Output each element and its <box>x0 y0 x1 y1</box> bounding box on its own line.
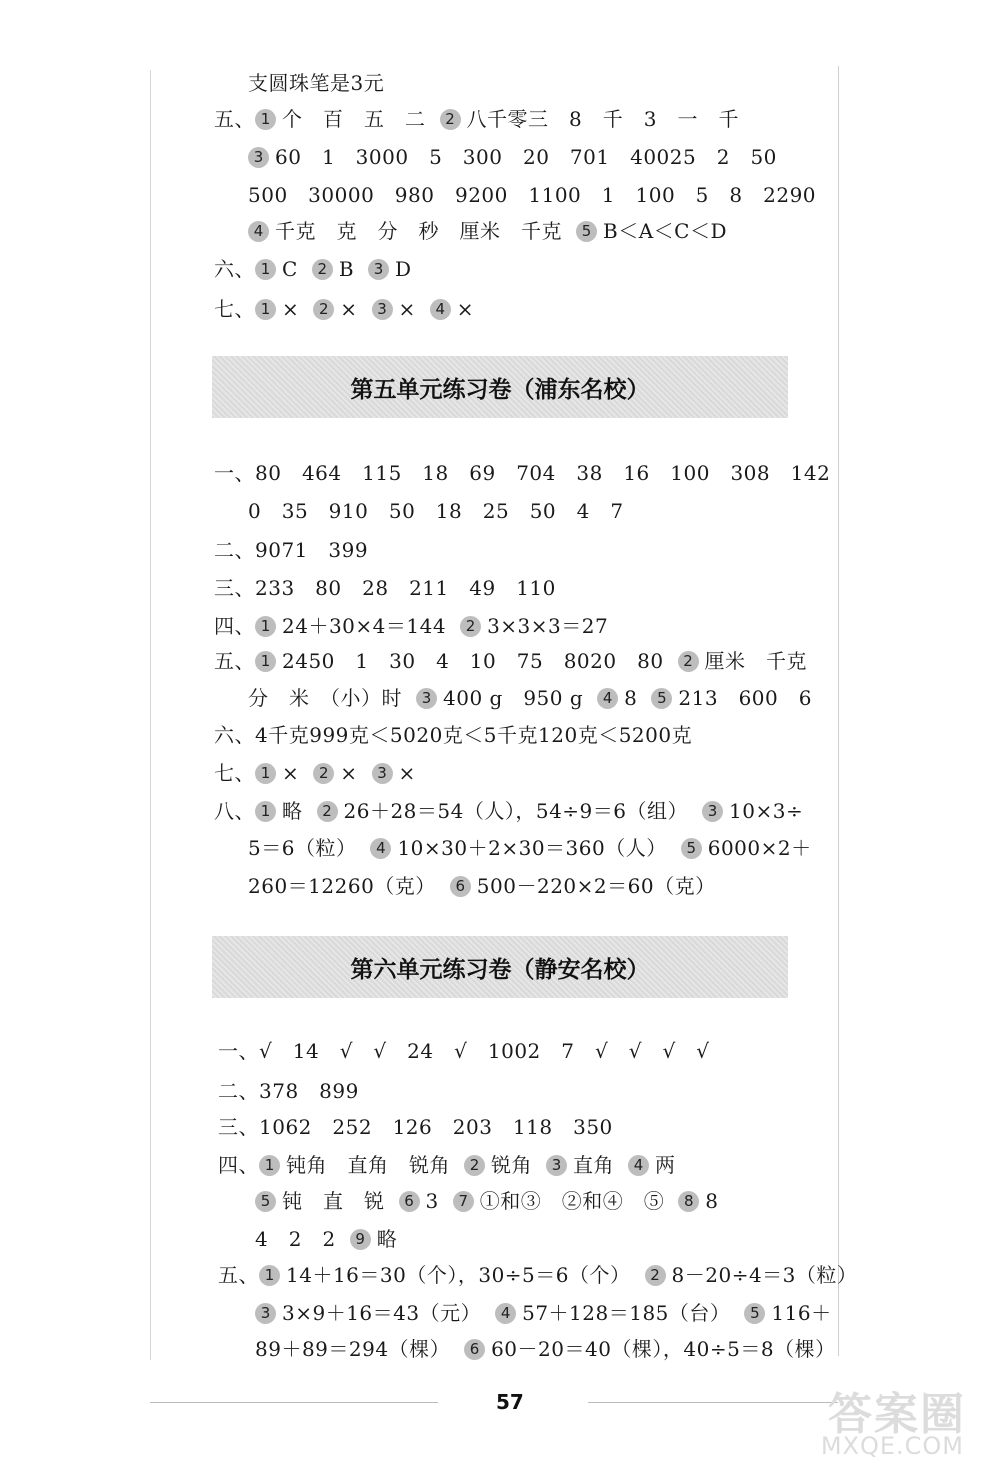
answer-text: B <box>338 257 355 281</box>
question-number: 六、 <box>214 257 255 281</box>
answer-segment <box>255 257 298 281</box>
question-number: 八、 <box>214 799 255 823</box>
answer-segment <box>681 836 812 860</box>
answer-text: 14＋16＝30（个），30÷5＝6（个） <box>286 1263 631 1287</box>
answer-line <box>214 796 817 826</box>
answer-segment <box>576 219 727 243</box>
sub-question-badge: 1 <box>255 109 276 130</box>
answer-text: 八千零三 8 千 3 一 千 <box>466 107 739 131</box>
answer-text: × <box>282 761 300 785</box>
answer-line <box>248 496 638 526</box>
answer-segment <box>255 538 368 562</box>
answer-text: 500－220×2＝60（克） <box>476 874 716 898</box>
answer-segment <box>255 461 830 485</box>
answer-segment <box>464 1337 836 1361</box>
answer-line <box>248 833 826 863</box>
sub-question-badge: 1 <box>255 299 276 320</box>
sub-question-badge: 4 <box>370 838 391 859</box>
sub-question-badge: 4 <box>597 688 618 709</box>
sub-question-badge: 8 <box>678 1191 699 1212</box>
answer-segment <box>312 257 354 281</box>
answer-segment <box>370 836 666 860</box>
answer-segment <box>313 761 357 785</box>
answer-segment <box>678 649 808 673</box>
sub-question-badge: 5 <box>651 688 672 709</box>
answer-segment <box>248 219 562 243</box>
answer-text: 26＋28＝54（人），54÷9＝6（组） <box>343 799 689 823</box>
question-number: 一、 <box>218 1039 259 1063</box>
answer-text: 260＝12260（克） <box>248 874 436 898</box>
right-margin-line <box>838 66 839 1356</box>
answer-text: 4 2 2 <box>255 1227 336 1251</box>
answer-line <box>248 142 791 172</box>
sub-question-badge: 6 <box>464 1339 485 1360</box>
answer-text: 3×3×3＝27 <box>487 614 609 638</box>
sub-question-badge: 7 <box>453 1191 474 1212</box>
sub-question-badge: 2 <box>440 109 461 130</box>
sub-question-badge: 1 <box>255 801 276 822</box>
answer-line <box>214 646 821 676</box>
answer-text: 233 80 28 211 49 110 <box>255 576 556 600</box>
answer-line <box>214 720 706 750</box>
unit5-banner <box>212 356 788 418</box>
answer-text: 0 35 910 50 18 25 50 4 7 <box>248 499 624 523</box>
answer-segment <box>597 686 637 710</box>
sub-question-badge: 2 <box>317 801 338 822</box>
question-number: 一、 <box>214 461 255 485</box>
answer-text: 略 <box>282 799 303 823</box>
answer-text: 8－20÷4＝3（粒） <box>671 1263 858 1287</box>
sub-question-badge: 2 <box>460 616 481 637</box>
answer-segment <box>255 614 446 638</box>
sub-question-badge: 4 <box>430 299 451 320</box>
answer-text: 分 米 （小）时 <box>248 686 402 710</box>
answer-segment <box>248 183 816 207</box>
answer-segment <box>628 1153 676 1177</box>
answer-text: 钝 直 锐 <box>282 1189 385 1213</box>
answer-line <box>248 683 826 713</box>
answer-text: D <box>395 257 412 281</box>
unit5-title: 第五单元练习卷（浦东名校） <box>350 376 650 403</box>
answer-line <box>248 180 830 210</box>
answer-text: 500 30000 980 9200 1100 1 100 5 8 2290 <box>248 183 817 207</box>
sub-question-badge: 2 <box>678 651 699 672</box>
answer-text: × <box>398 297 416 321</box>
answer-text: 60 1 3000 5 300 20 701 40025 2 50 <box>275 145 777 169</box>
answer-segment <box>248 499 624 523</box>
answer-text: 2450 1 30 4 10 75 8020 80 <box>282 649 664 673</box>
question-number: 四、 <box>218 1153 259 1177</box>
answer-text: 10×3÷ <box>729 799 804 823</box>
answer-line <box>218 1150 690 1180</box>
answer-text: × <box>282 297 300 321</box>
answer-segment <box>368 257 412 281</box>
answer-line <box>255 1298 846 1328</box>
answer-segment <box>255 576 556 600</box>
sub-question-badge: 2 <box>645 1265 666 1286</box>
answer-text: 略 <box>376 1227 398 1251</box>
answer-segment <box>440 107 739 131</box>
answer-text: 9071 399 <box>255 538 369 562</box>
watermark-logo: 答案圈 <box>828 1389 966 1440</box>
sub-question-badge: 9 <box>350 1229 371 1250</box>
answer-text: 钝角 直角 锐角 <box>286 1153 450 1177</box>
answer-text: 4千克999克＜5020克＜5千克120克＜5200克 <box>255 723 693 747</box>
answer-segment <box>317 799 689 823</box>
answer-line <box>218 1036 723 1066</box>
question-number: 三、 <box>218 1115 259 1139</box>
answer-segment <box>430 297 474 321</box>
answer-line <box>214 758 430 788</box>
answer-text: 213 600 6 <box>678 686 812 710</box>
answer-line <box>255 1186 732 1216</box>
answer-text: 3×9＋16＝43（元） <box>282 1301 482 1325</box>
answer-text: 厘米 千克 <box>704 649 808 673</box>
continuation-label: 支圆珠笔是3元 <box>248 71 385 95</box>
left-margin-line <box>150 70 151 1360</box>
question-number: 二、 <box>214 538 255 562</box>
sub-question-badge: 1 <box>255 259 276 280</box>
answer-segment <box>678 1189 718 1213</box>
answer-segment <box>248 874 436 898</box>
sub-question-badge: 4 <box>495 1303 516 1324</box>
answer-segment <box>464 1153 532 1177</box>
unit6-banner <box>212 936 788 998</box>
sub-question-badge: 1 <box>255 616 276 637</box>
question-number: 五、 <box>214 107 255 131</box>
answer-segment <box>416 686 583 710</box>
answer-line <box>214 611 622 641</box>
answer-text: 5＝6（粒） <box>248 836 357 860</box>
sub-question-badge: 3 <box>702 801 723 822</box>
answer-segment <box>372 761 416 785</box>
sub-question-badge: 3 <box>255 1303 276 1324</box>
answer-segment <box>248 836 356 860</box>
answer-segment <box>255 1227 336 1251</box>
sub-question-badge: 4 <box>628 1155 649 1176</box>
answer-segment <box>460 614 608 638</box>
answer-line <box>255 1334 850 1364</box>
answer-text: √ 14 √ √ 24 √ 1002 7 √ √ √ √ <box>259 1039 710 1063</box>
answer-segment <box>255 649 664 673</box>
sub-question-badge: 6 <box>399 1191 420 1212</box>
answer-segment <box>259 1039 709 1063</box>
answer-line <box>218 1112 627 1142</box>
sub-question-badge: 4 <box>248 221 269 242</box>
answer-text: × <box>456 297 475 321</box>
answer-text: 10×30＋2×30＝360（人） <box>397 836 667 860</box>
question-number: 七、 <box>214 761 255 785</box>
sub-question-badge: 3 <box>372 763 393 784</box>
sub-question-badge: 5 <box>681 838 702 859</box>
answer-text: 378 899 <box>259 1079 359 1103</box>
footer-rule-right <box>588 1402 838 1403</box>
sub-question-badge: 3 <box>546 1155 567 1176</box>
answer-text: × <box>398 761 416 785</box>
answer-segment <box>546 1153 614 1177</box>
answer-line <box>214 294 488 324</box>
answer-segment <box>255 1337 450 1361</box>
sub-question-badge: 3 <box>372 299 393 320</box>
answer-text: 116＋ <box>771 1301 832 1325</box>
answer-segment <box>255 297 299 321</box>
answer-segment <box>350 1227 398 1251</box>
answer-text: 8 <box>705 1189 719 1213</box>
sub-question-badge: 3 <box>368 259 389 280</box>
footer-rule-left <box>150 1402 438 1403</box>
answer-segment <box>248 686 402 710</box>
sub-question-badge: 1 <box>255 763 276 784</box>
answer-segment <box>495 1301 730 1325</box>
sub-question-badge: 2 <box>464 1155 485 1176</box>
answer-segment <box>702 799 803 823</box>
answer-text: 24＋30×4＝144 <box>282 614 447 638</box>
answer-segment <box>399 1189 439 1213</box>
answer-line <box>214 535 382 565</box>
answer-text: 80 464 115 18 69 704 38 16 100 308 142 <box>255 461 831 485</box>
answer-segment <box>651 686 812 710</box>
answer-segment <box>744 1301 831 1325</box>
sub-question-badge: 2 <box>313 299 334 320</box>
question-number: 五、 <box>214 649 255 673</box>
answer-segment <box>450 874 716 898</box>
answer-text: × <box>340 761 358 785</box>
answer-text: 两 <box>655 1153 676 1177</box>
answer-text: 400 g 950 g <box>443 686 584 710</box>
sub-question-badge: 3 <box>248 147 269 168</box>
answer-text: 6000×2＋ <box>707 836 812 860</box>
sub-question-badge: 1 <box>259 1155 280 1176</box>
answer-line <box>214 573 570 603</box>
sub-question-badge: 2 <box>312 259 333 280</box>
sub-question-badge: 6 <box>450 876 471 897</box>
answer-line <box>248 216 741 246</box>
answer-text: 直角 <box>573 1153 614 1177</box>
answer-text: 千克 克 分 秒 厘米 千克 <box>275 219 562 243</box>
watermark-url: MXQE.COM <box>820 1432 964 1460</box>
sub-question-badge: 2 <box>313 763 334 784</box>
sub-question-badge: 3 <box>416 688 437 709</box>
answer-segment <box>259 1115 613 1139</box>
answer-segment <box>255 723 692 747</box>
question-number: 四、 <box>214 614 255 638</box>
question-number: 三、 <box>214 576 255 600</box>
answer-line <box>214 254 426 284</box>
answer-line <box>214 104 753 134</box>
question-number: 七、 <box>214 297 255 321</box>
answer-segment <box>453 1189 665 1213</box>
sub-question-badge: 5 <box>255 1191 276 1212</box>
answer-segment <box>645 1263 858 1287</box>
answer-segment <box>255 1189 385 1213</box>
answer-text: 57＋128＝185（台） <box>522 1301 731 1325</box>
answer-segment <box>255 107 426 131</box>
answer-text: × <box>340 297 358 321</box>
question-number: 五、 <box>218 1263 259 1287</box>
answer-text: C <box>282 257 298 281</box>
page-number: 57 <box>496 1390 524 1414</box>
answer-line <box>218 1260 871 1290</box>
answer-segment <box>255 761 299 785</box>
answer-segment <box>259 1263 631 1287</box>
continuation-text <box>248 68 384 98</box>
sub-question-badge: 5 <box>576 221 597 242</box>
answer-segment <box>313 297 357 321</box>
answer-segment <box>255 799 303 823</box>
answer-line <box>255 1224 411 1254</box>
answer-text: 3 <box>425 1189 439 1213</box>
answer-text: B＜A＜C＜D <box>603 219 727 243</box>
answer-text: ①和③ ②和④ ⑤ <box>479 1189 665 1213</box>
answer-line <box>214 458 844 488</box>
answer-segment <box>259 1153 450 1177</box>
answer-line <box>248 871 730 901</box>
answer-segment <box>372 297 416 321</box>
sub-question-badge: 1 <box>259 1265 280 1286</box>
answer-text: 89＋89＝294（棵） <box>255 1337 451 1361</box>
answer-text: 锐角 <box>491 1153 532 1177</box>
unit6-title: 第六单元练习卷（静安名校） <box>350 956 650 983</box>
answer-text: 8 <box>624 686 638 710</box>
answer-text: 1062 252 126 203 118 350 <box>259 1115 613 1139</box>
sub-question-badge: 5 <box>744 1303 765 1324</box>
sub-question-badge: 1 <box>255 651 276 672</box>
question-number: 六、 <box>214 723 255 747</box>
answer-text: 60－20＝40（棵），40÷5＝8（棵） <box>491 1337 836 1361</box>
answer-text: 个 百 五 二 <box>282 107 426 131</box>
answer-segment <box>255 1301 481 1325</box>
answer-line <box>218 1076 373 1106</box>
answer-segment <box>259 1079 359 1103</box>
answer-segment <box>248 145 777 169</box>
question-number: 二、 <box>218 1079 259 1103</box>
